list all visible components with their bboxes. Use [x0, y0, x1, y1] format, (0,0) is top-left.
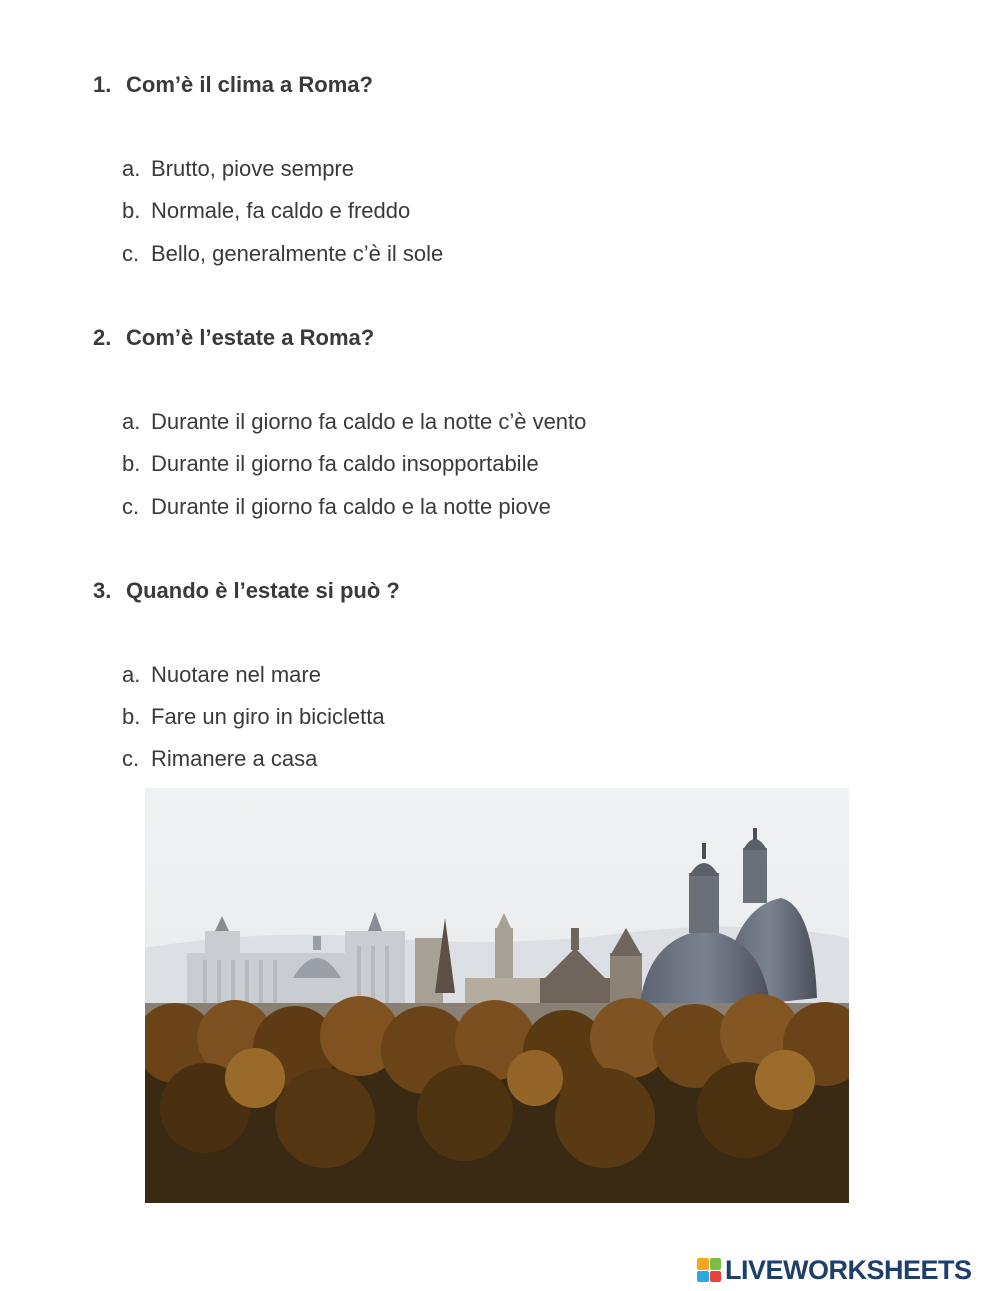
rome-skyline-illustration — [145, 788, 849, 1203]
option-text: Rimanere a casa — [151, 746, 318, 771]
rome-skyline-photo — [145, 788, 849, 1203]
question-number: 2. — [93, 325, 112, 350]
question-1 — [93, 72, 373, 98]
question-number: 3. — [93, 578, 112, 603]
option-letter: b. — [122, 198, 141, 223]
option-text: Bello, generalmente c’è il sole — [151, 241, 444, 266]
question-3-option-a[interactable] — [122, 662, 321, 688]
question-3-option-c[interactable] — [122, 746, 317, 772]
question-1-option-b[interactable] — [122, 198, 410, 224]
option-letter: b. — [122, 451, 141, 476]
liveworksheets-logo — [697, 1255, 972, 1285]
question-1-option-a[interactable] — [122, 156, 354, 182]
option-text: Normale, fa caldo e freddo — [151, 198, 411, 223]
option-text: Fare un giro in bicicletta — [151, 704, 385, 729]
option-text: Durante il giorno fa caldo insopportabile — [151, 451, 539, 476]
option-letter: a. — [122, 156, 141, 181]
question-number: 1. — [93, 72, 112, 97]
question-text: Quando è l’estate si può ? — [126, 578, 400, 603]
option-letter: c. — [122, 241, 140, 266]
option-text: Brutto, piove sempre — [151, 156, 354, 181]
liveworksheets-logo-text: LIVEWORKSHEETS — [725, 1254, 972, 1285]
option-text: Nuotare nel mare — [151, 662, 321, 687]
question-3 — [93, 578, 400, 604]
autumn-trees — [145, 994, 849, 1203]
option-letter: c. — [122, 746, 140, 771]
option-letter: a. — [122, 662, 141, 687]
question-2-option-a[interactable] — [122, 409, 586, 435]
question-2 — [93, 325, 374, 351]
option-letter: b. — [122, 704, 141, 729]
question-3-option-b[interactable] — [122, 704, 385, 730]
question-text: Com’è l’estate a Roma? — [126, 325, 375, 350]
question-text: Com’è il clima a Roma? — [126, 72, 373, 97]
liveworksheets-logo-mark — [697, 1258, 721, 1282]
question-2-option-b[interactable] — [122, 451, 539, 477]
option-text: Durante il giorno fa caldo e la notte c’è vento — [151, 409, 587, 434]
question-2-option-c[interactable] — [122, 494, 551, 520]
option-letter: a. — [122, 409, 141, 434]
option-letter: c. — [122, 494, 140, 519]
option-text: Durante il giorno fa caldo e la notte piove — [151, 494, 551, 519]
question-1-option-c[interactable] — [122, 241, 443, 267]
